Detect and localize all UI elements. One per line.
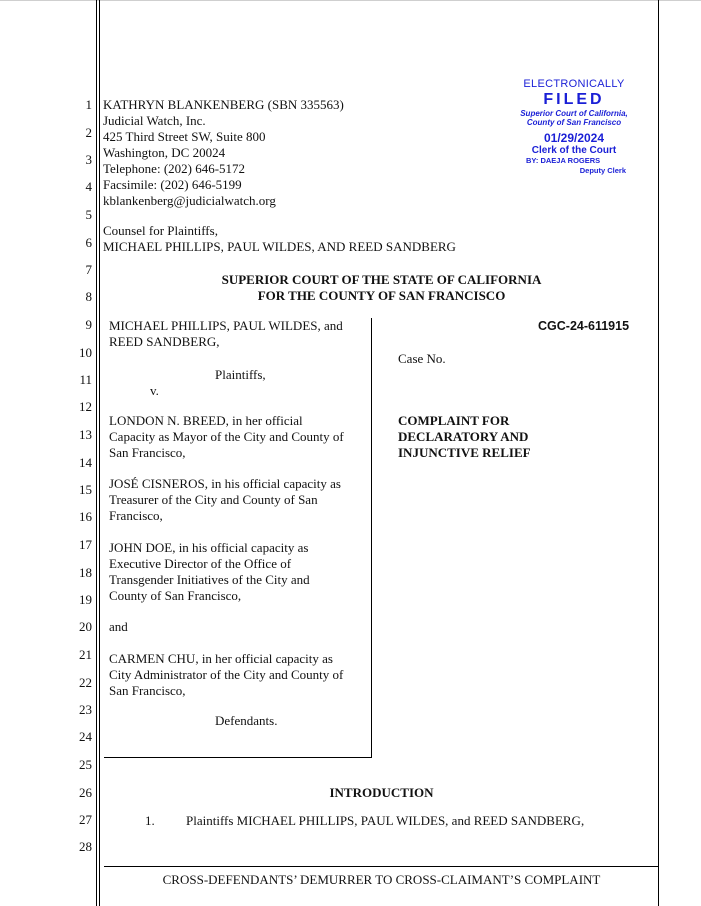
- defendant-cisneros-line3: Francisco,: [109, 508, 163, 523]
- line-number: 26: [79, 785, 92, 800]
- line-number: 5: [85, 207, 92, 222]
- defendant-doe-line3: Transgender Initiatives of the City and: [109, 572, 310, 587]
- attorney-facsimile: Facsimile: (202) 646-5199: [103, 177, 242, 192]
- stamp-electronically: ELECTRONICALLY: [523, 78, 625, 90]
- line-number: 3: [85, 152, 92, 167]
- and-connector: and: [109, 619, 128, 634]
- right-margin-rule: [658, 0, 659, 906]
- plaintiffs-names-line1: MICHAEL PHILLIPS, PAUL WILDES, and: [109, 318, 343, 333]
- defendant-chu-line1: CARMEN CHU, in her official capacity as: [109, 651, 333, 666]
- counsel-for: Counsel for Plaintiffs,: [103, 223, 218, 238]
- versus: v.: [150, 383, 159, 398]
- document-title-line2: DECLARATORY AND: [398, 429, 529, 444]
- line-number: 6: [85, 235, 92, 250]
- line-number: 27: [79, 812, 92, 827]
- court-title-line1: SUPERIOR COURT OF THE STATE OF CALIFORNIA: [221, 272, 542, 287]
- line-number: 7: [85, 262, 92, 277]
- counsel-parties: MICHAEL PHILLIPS, PAUL WILDES, AND REED SANDBERG: [103, 239, 456, 254]
- line-number: 25: [79, 757, 92, 772]
- line-number: 17: [79, 537, 92, 552]
- case-no-label: Case No.: [398, 351, 446, 366]
- line-number: 28: [79, 839, 92, 854]
- defendant-cisneros-line1: JOSÉ CISNEROS, in his official capacity as: [109, 476, 341, 491]
- paragraph-text: Plaintiffs MICHAEL PHILLIPS, PAUL WILDES, and REED SANDBERG,: [186, 813, 585, 828]
- line-number: 23: [79, 702, 92, 717]
- defendant-breed-line1: LONDON N. BREED, in her official: [109, 413, 303, 428]
- defendant-chu-line2: City Administrator of the City and County of: [109, 667, 344, 682]
- defendants-label: Defendants.: [215, 713, 278, 728]
- document-title-line1: COMPLAINT FOR: [398, 413, 510, 428]
- case-number: CGC-24-611915: [538, 319, 630, 333]
- line-number: 14: [79, 455, 92, 470]
- filed-stamp: [494, 77, 654, 176]
- line-number: 21: [79, 647, 92, 662]
- line-number: 22: [79, 675, 92, 690]
- caption-divider-horizontal: [104, 757, 372, 758]
- stamp-clerk: Clerk of the Court: [531, 145, 617, 156]
- defendant-cisneros-line2: Treasurer of the City and County of San: [109, 492, 318, 507]
- stamp-filed: FILED: [543, 91, 605, 108]
- line-number: 9: [85, 317, 92, 332]
- line-number: 16: [79, 509, 92, 524]
- footer-title: CROSS-DEFENDANTS’ DEMURRER TO CROSS-CLAIMANT’S COMPLAINT: [162, 872, 601, 887]
- document-title-line3: INJUNCTIVE RELIEF: [398, 445, 531, 460]
- line-number: 11: [79, 372, 92, 387]
- left-margin-rule-outer: [96, 0, 97, 906]
- line-number: 4: [85, 179, 92, 194]
- defendant-doe-line4: County of San Francisco,: [109, 588, 242, 603]
- line-number: 18: [79, 565, 92, 580]
- stamp-by: BY: DAEJA ROGERS: [526, 156, 601, 165]
- line-number: 2: [85, 125, 92, 140]
- line-number: 13: [79, 427, 92, 442]
- attorney-name: KATHRYN BLANKENBERG (SBN 335563): [103, 97, 344, 112]
- line-number: 19: [79, 592, 92, 607]
- line-number: 20: [79, 619, 92, 634]
- defendant-breed-line2: Capacity as Mayor of the City and County of: [109, 429, 344, 444]
- stamp-court-line2: County of San Francisco: [526, 118, 622, 127]
- attorney-firm: Judicial Watch, Inc.: [103, 113, 206, 128]
- defendant-doe-line1: JOHN DOE, in his official capacity as: [109, 540, 309, 555]
- top-border: [0, 0, 701, 1]
- stamp-court-line1: Superior Court of California,: [520, 109, 628, 118]
- attorney-telephone: Telephone: (202) 646-5172: [103, 161, 246, 176]
- defendant-breed-line3: San Francisco,: [109, 445, 186, 460]
- court-title-line2: FOR THE COUNTY OF SAN FRANCISCO: [257, 288, 506, 303]
- left-margin-rule-inner: [99, 0, 100, 906]
- attorney-city: Washington, DC 20024: [103, 145, 226, 160]
- attorney-street: 425 Third Street SW, Suite 800: [103, 129, 266, 144]
- stamp-deputy: Deputy Clerk: [579, 166, 626, 175]
- plaintiffs-label: Plaintiffs,: [215, 367, 266, 382]
- introduction-heading: INTRODUCTION: [329, 785, 434, 800]
- line-number: 10: [79, 345, 92, 360]
- defendant-doe-line2: Executive Director of the Office of: [109, 556, 292, 571]
- line-number: 8: [85, 289, 92, 304]
- line-number: 12: [79, 399, 92, 414]
- stamp-date: 01/29/2024: [543, 131, 605, 145]
- caption-divider-vertical: [371, 318, 372, 758]
- attorney-email: kblankenberg@judicialwatch.org: [103, 193, 276, 208]
- line-number: 15: [79, 482, 92, 497]
- plaintiffs-names-line2: REED SANDBERG,: [109, 334, 220, 349]
- footer-rule: [104, 866, 659, 867]
- line-number: 1: [85, 97, 92, 112]
- paragraph-number: 1.: [145, 813, 155, 828]
- defendant-chu-line3: San Francisco,: [109, 683, 186, 698]
- line-number: 24: [79, 729, 92, 744]
